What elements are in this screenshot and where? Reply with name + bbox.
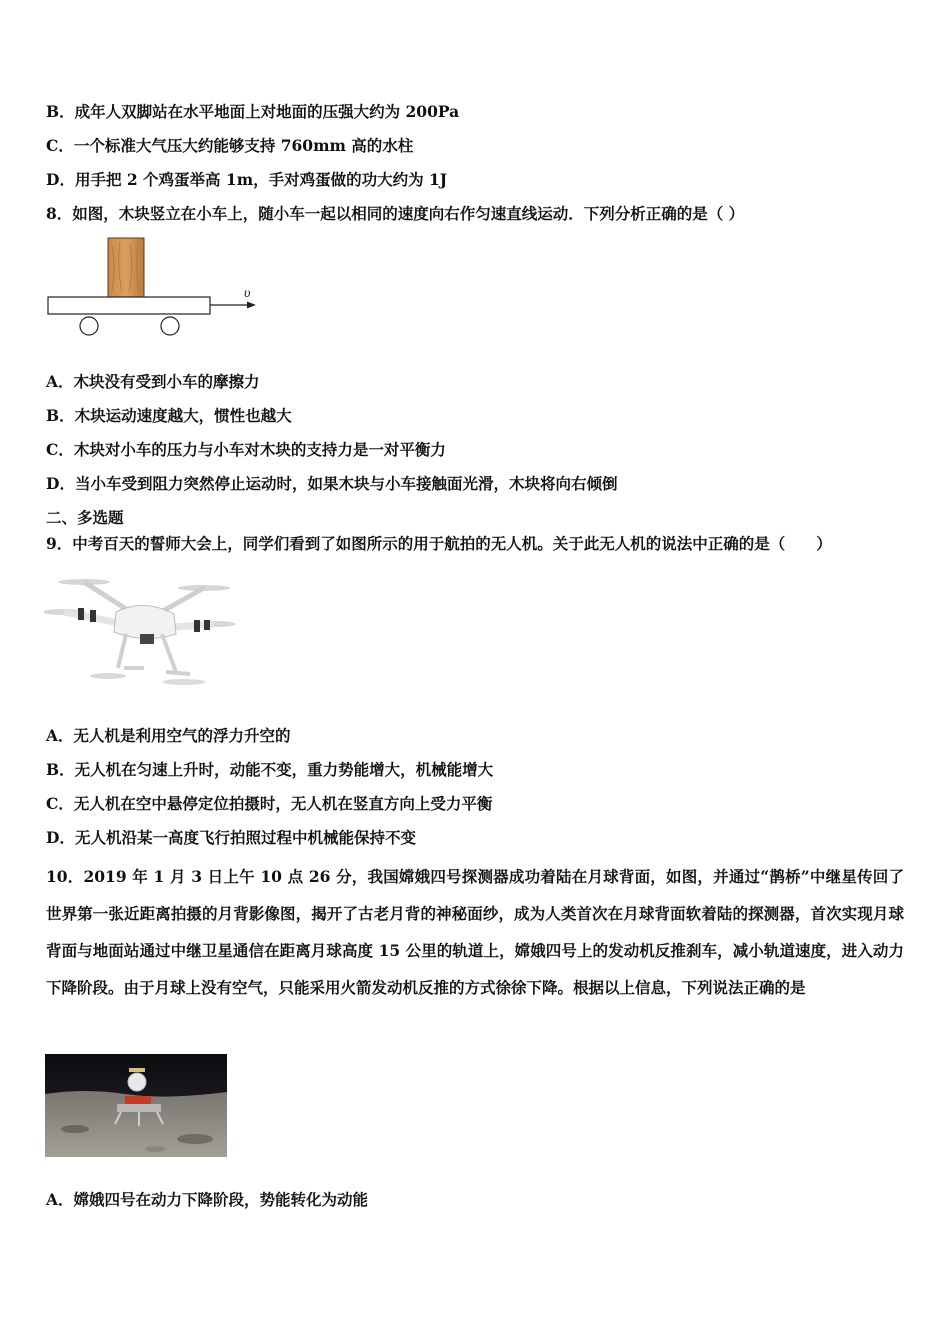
q8-stem: 8．如图，木块竖立在小车上，随小车一起以相同的速度向右作匀速直线运动．下列分析正确的是（ ） <box>46 204 745 223</box>
lunar-lander-image <box>45 1054 227 1157</box>
q9-option-b: B．无人机在匀速上升时，动能不变，重力势能增大，机械能增大 <box>46 760 494 779</box>
q8-option-c: C．木块对小车的压力与小车对木块的支持力是一对平衡力 <box>46 440 446 459</box>
cart-wheel-left <box>80 317 98 335</box>
q9-option-d: D．无人机沿某一高度飞行拍照过程中机械能保持不变 <box>46 828 416 847</box>
q8-option-d: D．当小车受到阻力突然停止运动时，如果木块与小车接触面光滑，木块将向右倾倒 <box>46 474 618 493</box>
q8-option-a: A．木块没有受到小车的摩擦力 <box>46 372 260 391</box>
q10-option-a: A．嫦娥四号在动力下降阶段，势能转化为动能 <box>46 1190 369 1209</box>
cart-wheel-right <box>161 317 179 335</box>
q9-option-c: C．无人机在空中悬停定位拍摄时，无人机在竖直方向上受力平衡 <box>46 794 493 813</box>
velocity-label: υ <box>244 286 251 301</box>
q9-stem: 9．中考百天的誓师大会上，同学们看到了如图所示的用于航拍的无人机。关于此无人机的说法中正确的是（ ） <box>46 534 832 553</box>
q8-option-b: B．木块运动速度越大，惯性也越大 <box>46 406 292 425</box>
q10-stem: 10．2019 年 1 月 3 日上午 10 点 26 分，我国嫦娥四号探测器成功着陆在月球背面，如图，并通过“鹊桥”中继星传回了世界第一张近距离拍摄的月背影像图，揭开了古老月背的神秘面纱，成为人类首次在月球背面软着陆的探测器，首次实现月球背面与地面站通过中继卫星通信在距离月球高度 15 公里的轨道上，嫦娥四号上的发动机反推刹车，减小轨道速度，进入动力下降阶段。由于月球上没有空气，只能采用火箭发动机反推的方式徐徐下降。根据以上信息，下列说法正确的是 <box>46 867 904 997</box>
q7-option-d: D．用手把 2 个鸡蛋举高 1m，手对鸡蛋做的功大约为 1J <box>46 170 448 189</box>
drone-image <box>44 568 240 690</box>
q9-option-a: A．无人机是利用空气的浮力升空的 <box>46 726 291 745</box>
section-title: 二、多选题 <box>46 508 124 527</box>
q7-option-b: B．成年人双脚站在水平地面上对地面的压强大约为 200Pa <box>46 102 460 121</box>
q8-cart-figure <box>40 232 270 344</box>
q7-option-c: C．一个标准大气压大约能够支持 760mm 高的水柱 <box>46 136 414 155</box>
cart-body <box>48 297 210 314</box>
